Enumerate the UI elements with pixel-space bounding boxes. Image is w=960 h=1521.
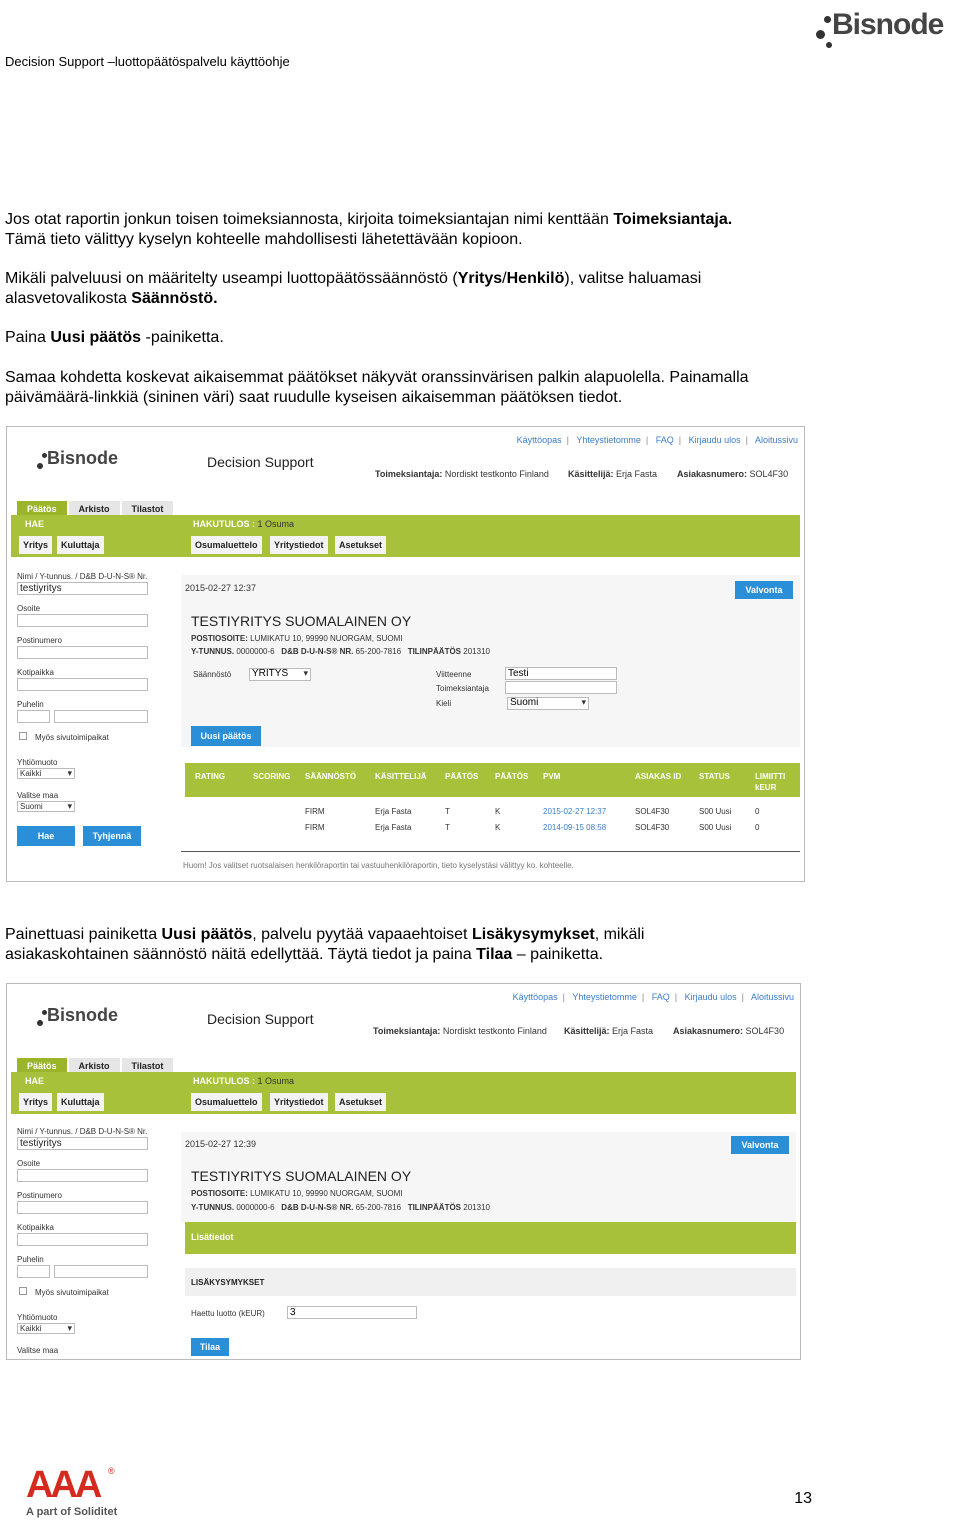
- info-asiakasnumero: Asiakasnumero: SOL4F30: [673, 1026, 785, 1036]
- logo-dot-icon: [37, 463, 43, 469]
- result-date: 2015-02-27 12:37: [185, 583, 257, 593]
- tab-tilastot[interactable]: Tilastot: [122, 501, 174, 517]
- yhtiomuoto-label: Yhtiömuoto: [17, 758, 58, 767]
- text-run: päivämäärä-linkkiä (sininen väri) saat ruudulle kyseisen aikaisemman päätöksen tiedot.: [5, 389, 623, 406]
- info-toimeksiantaja: Toimeksiantaja: Nordiskt testkonto Finland: [375, 469, 549, 479]
- text-run: , palvelu pyytää vapaaehtoiset: [252, 926, 472, 943]
- text-run: Paina: [5, 329, 51, 346]
- paragraph-lisakysymykset: [5, 925, 825, 965]
- yhtiomuoto-label: Yhtiömuoto: [17, 1313, 58, 1322]
- aaa-tagline: A part of Soliditet: [26, 1506, 118, 1518]
- footnote: Huom! Jos valitset ruotsalaisen henkilöraportin tai vastuuhenkilöraportin, tieto kyselystäsi välittyy ko. kohteelle.: [183, 861, 574, 870]
- uusi-paatos-button[interactable]: Uusi päätös: [191, 726, 261, 746]
- yhtiomuoto-select[interactable]: Kaikki ▾: [17, 768, 75, 779]
- page-number: 13: [794, 1490, 812, 1507]
- aaa-letters: AAA: [26, 1464, 100, 1506]
- postinumero-input[interactable]: [17, 646, 148, 659]
- link-kayttoopas[interactable]: Käyttöopas: [516, 435, 562, 445]
- sivutoimipaikat-label: Myös sivutoimipaikat: [35, 733, 109, 742]
- maa-select[interactable]: Suomi ▾: [17, 801, 75, 812]
- haettu-luotto-input[interactable]: 3: [287, 1306, 417, 1319]
- sivutoimipaikat-label: Myös sivutoimipaikat: [35, 1288, 109, 1297]
- kieli-label: Kieli: [436, 699, 452, 708]
- osoite-input[interactable]: [17, 1169, 148, 1182]
- link-aloitussivu[interactable]: Aloitussivu: [750, 992, 794, 1002]
- column-header: SÄÄNNÖSTÖ: [305, 772, 357, 781]
- logo-wordmark: Bisnode: [832, 8, 944, 41]
- text-run: , mikäli: [594, 926, 645, 943]
- info-kasittelija: Käsittelijä: Erja Fasta: [564, 1026, 654, 1036]
- osoite-input[interactable]: [17, 614, 148, 627]
- tyhjenna-button[interactable]: Tyhjennä: [83, 826, 141, 846]
- puhelin-input[interactable]: [54, 1265, 148, 1278]
- column-header: STATUS: [699, 772, 730, 781]
- valvonta-button[interactable]: Valvonta: [731, 1136, 789, 1154]
- text-run: Mikäli palveluusi on määritelty useampi luottopäätössäännöstö (: [5, 270, 458, 287]
- company-ids: Y-TUNNUS. 0000000-6 D&B D-U-N-S® NR. 65-200-7816 TILINPÄÄTÖS 201310: [191, 647, 490, 656]
- valitse-maa-label: Valitse maa: [17, 1346, 59, 1355]
- puhelin-prefix-input[interactable]: [17, 1265, 50, 1278]
- text-bold: Uusi päätös: [50, 329, 142, 346]
- column-header: ASIAKAS ID: [635, 772, 682, 781]
- aaa-logo: [26, 1466, 136, 1521]
- hae-label: HAE: [25, 519, 45, 529]
- lisakysymykset-bar: [185, 1268, 796, 1296]
- logo-dot-icon: [826, 42, 832, 48]
- column-header: RATING: [195, 772, 226, 781]
- postinumero-label: Postinumero: [17, 636, 62, 645]
- osumaluettelo-button[interactable]: Osumaluettelo: [191, 1093, 262, 1111]
- app-logo: [37, 443, 127, 477]
- viitteenne-input[interactable]: Testi: [505, 667, 617, 680]
- screenshot-search-results: [6, 426, 805, 882]
- column-header: LIMIITTI: [755, 772, 786, 781]
- toimeksiantaja-input[interactable]: [505, 681, 617, 694]
- result-panel: [181, 575, 800, 747]
- nimi-input[interactable]: testiyritys: [17, 1137, 148, 1150]
- lisatiedot-bar: [185, 1222, 796, 1254]
- text-bold: Lisäkysymykset: [471, 926, 595, 943]
- text-run: Jos otat raportin jonkun toisen toimeksiannosta, kirjoita toimeksiantajan nimi kenttään: [5, 211, 614, 228]
- text-run: /: [502, 270, 507, 287]
- lisakysymykset-label: LISÄKYSYMYKSET: [191, 1278, 265, 1287]
- asetukset-button[interactable]: Asetukset: [335, 536, 386, 554]
- osumaluettelo-button[interactable]: Osumaluettelo: [191, 536, 262, 554]
- paragraph-aiemmat: [5, 368, 825, 408]
- logo-wordmark: Bisnode: [47, 1005, 119, 1025]
- text-bold: Uusi päätös: [161, 926, 253, 943]
- valitse-maa-label: Valitse maa: [17, 791, 59, 800]
- text-run: asiakaskohtainen säännöstö näitä edellyttää. Täytä tiedot ja paina: [5, 946, 477, 963]
- puhelin-label: Puhelin: [17, 700, 44, 709]
- kuluttaja-button[interactable]: Kuluttaja: [57, 536, 104, 554]
- link-kirjaudu-ulos[interactable]: Kirjaudu ulos: [688, 435, 741, 445]
- green-toolbar: [11, 515, 800, 557]
- logo-dot-icon: [816, 30, 825, 39]
- nimi-input[interactable]: testiyritys: [17, 582, 148, 595]
- puhelin-input[interactable]: [54, 710, 148, 723]
- osoite-label: Osoite: [17, 1159, 41, 1168]
- tab-paatos[interactable]: Päätös: [17, 1058, 67, 1074]
- info-kasittelija: Käsittelijä: Erja Fasta: [568, 469, 658, 479]
- kotipaikka-label: Kotipaikka: [17, 668, 54, 677]
- paragraph-uusi-paatos: [5, 328, 825, 348]
- column-header: PÄÄTÖS: [445, 772, 479, 781]
- company-name: TESTIYRITYS SUOMALAINEN OY: [191, 1168, 412, 1184]
- top-links: Käyttöopas | Yhteystietomme | FAQ | Kirjaudu ulos | Aloitussivu: [516, 435, 798, 445]
- text-run: Samaa kohdetta koskevat aikaisemmat päätökset näkyvät oranssinvärisen palkin alapuolella. Painamalla: [5, 369, 749, 386]
- registered-mark: ®: [108, 1466, 115, 1476]
- tab-tilastot[interactable]: Tilastot: [122, 1058, 174, 1074]
- kuluttaja-button[interactable]: Kuluttaja: [57, 1093, 104, 1111]
- asetukset-button[interactable]: Asetukset: [335, 1093, 386, 1111]
- column-header: KÄSITTELIJÄ: [375, 772, 427, 781]
- nimi-label: Nimi / Y-tunnus. / D&B D-U-N-S® Nr.: [17, 572, 148, 581]
- top-links: Käyttöopas | Yhteystietomme | FAQ | Kirjaudu ulos | Aloitussivu: [512, 992, 794, 1002]
- company-address: POSTIOSOITE: LUMIKATU 10, 99990 NUORGAM, SUOMI: [191, 1189, 403, 1198]
- app-title: Decision Support: [207, 454, 314, 470]
- info-toimeksiantaja: Toimeksiantaja: Nordiskt testkonto Finland: [373, 1026, 547, 1036]
- company-ids: Y-TUNNUS. 0000000-6 D&B D-U-N-S® NR. 65-200-7816 TILINPÄÄTÖS 201310: [191, 1203, 490, 1212]
- info-asiakasnumero: Asiakasnumero: SOL4F30: [677, 469, 789, 479]
- text-bold: Henkilö: [506, 270, 565, 287]
- logo-wordmark: Bisnode: [47, 448, 119, 468]
- paragraph-toimeksiantaja: [5, 210, 825, 250]
- paragraph-saannosto: [5, 269, 825, 309]
- yhtiomuoto-select[interactable]: Kaikki ▾: [17, 1323, 75, 1334]
- valvonta-button[interactable]: Valvonta: [735, 581, 793, 599]
- yritystiedot-button[interactable]: Yritystiedot: [270, 536, 328, 554]
- text-run: ), valitse haluamasi: [564, 270, 702, 287]
- viitteenne-label: Viitteenne: [436, 670, 472, 679]
- link-kirjaudu-ulos[interactable]: Kirjaudu ulos: [684, 992, 737, 1002]
- saannosto-label: Säännöstö: [193, 670, 232, 679]
- app-title: Decision Support: [207, 1011, 314, 1027]
- document-header-title: Decision Support –luottopäätöspalvelu käyttöohje: [5, 54, 290, 69]
- kotipaikka-input[interactable]: [17, 678, 148, 691]
- toimeksiantaja-label: Toimeksiantaja: [436, 684, 489, 693]
- column-header: PVM: [543, 772, 561, 781]
- logo-dot-icon: [824, 16, 831, 23]
- postinumero-label: Postinumero: [17, 1191, 62, 1200]
- logo-dot-icon: [37, 1020, 43, 1026]
- osoite-label: Osoite: [17, 604, 41, 613]
- paatos-date-link[interactable]: 2015-02-27 12:37: [543, 807, 607, 816]
- table-row: FIRM Erja Fasta T K 2014-09-15 08:58 SOL4F30 S00 Uusi 0: [305, 823, 760, 832]
- haettu-luotto-label: Haettu luotto (kEUR): [191, 1309, 265, 1318]
- link-aloitussivu[interactable]: Aloitussivu: [754, 435, 798, 445]
- link-faq[interactable]: FAQ: [651, 992, 670, 1002]
- yritys-button[interactable]: Yritys: [19, 536, 52, 554]
- hae-label: HAE: [25, 1076, 45, 1086]
- results-table-header: [185, 763, 800, 797]
- link-kayttoopas[interactable]: Käyttöopas: [512, 992, 558, 1002]
- text-bold: Yritys: [457, 270, 503, 287]
- kotipaikka-input[interactable]: [17, 1233, 148, 1246]
- screenshot-lisakysymykset: [6, 983, 801, 1360]
- hakutulos-label: HAKUTULOS : 1 Osuma: [193, 1076, 295, 1086]
- text-run: Tämä tieto välittyy kyselyn kohteelle mahdollisesti lähetettävään kopioon.: [5, 231, 523, 248]
- green-toolbar: [11, 1072, 796, 1114]
- kotipaikka-label: Kotipaikka: [17, 1223, 54, 1232]
- sivutoimipaikat-checkbox[interactable]: [19, 732, 27, 740]
- sivutoimipaikat-checkbox[interactable]: [19, 1287, 27, 1295]
- tab-arkisto[interactable]: Arkisto: [69, 1058, 120, 1074]
- column-header: kEUR: [755, 783, 777, 792]
- tab-arkisto[interactable]: Arkisto: [69, 501, 120, 517]
- hae-button[interactable]: Hae: [17, 826, 75, 846]
- puhelin-label: Puhelin: [17, 1255, 44, 1264]
- bisnode-logo: [816, 2, 956, 56]
- result-date: 2015-02-27 12:39: [185, 1139, 257, 1149]
- hakutulos-label: HAKUTULOS : 1 Osuma: [193, 519, 295, 529]
- tab-paatos[interactable]: Päätös: [17, 501, 67, 517]
- link-yhteystietomme[interactable]: Yhteystietomme: [576, 435, 641, 445]
- app-logo: [37, 1000, 127, 1034]
- kieli-select[interactable]: Suomi ▾: [507, 697, 589, 710]
- table-row: FIRM Erja Fasta T K 2015-02-27 12:37 SOL4F30 S00 Uusi 0: [305, 807, 760, 816]
- text-bold: Säännöstö.: [131, 290, 218, 307]
- text-bold: Tilaa: [476, 946, 513, 963]
- yritystiedot-button[interactable]: Yritystiedot: [270, 1093, 328, 1111]
- nimi-label: Nimi / Y-tunnus. / D&B D-U-N-S® Nr.: [17, 1127, 148, 1136]
- column-header: SCORING: [253, 772, 291, 781]
- link-faq[interactable]: FAQ: [655, 435, 674, 445]
- paatos-date-link[interactable]: 2014-09-15 08:58: [543, 823, 607, 832]
- text-bold: Toimeksiantaja.: [613, 211, 733, 228]
- tilaa-button[interactable]: Tilaa: [191, 1338, 229, 1356]
- link-yhteystietomme[interactable]: Yhteystietomme: [572, 992, 637, 1002]
- puhelin-prefix-input[interactable]: [17, 710, 50, 723]
- text-run: -painiketta.: [141, 329, 224, 346]
- text-run: alasvetovalikosta: [5, 290, 132, 307]
- lisatiedot-label: Lisätiedot: [191, 1232, 234, 1242]
- postinumero-input[interactable]: [17, 1201, 148, 1214]
- divider: [181, 851, 800, 852]
- text-run: – painiketta.: [512, 946, 604, 963]
- saannosto-select[interactable]: YRITYS ▾: [249, 668, 311, 681]
- text-run: Painettuasi painiketta: [5, 926, 162, 943]
- company-address: POSTIOSOITE: LUMIKATU 10, 99990 NUORGAM, SUOMI: [191, 634, 403, 643]
- column-header: PÄÄTÖS: [495, 772, 529, 781]
- yritys-button[interactable]: Yritys: [19, 1093, 52, 1111]
- company-name: TESTIYRITYS SUOMALAINEN OY: [191, 613, 412, 629]
